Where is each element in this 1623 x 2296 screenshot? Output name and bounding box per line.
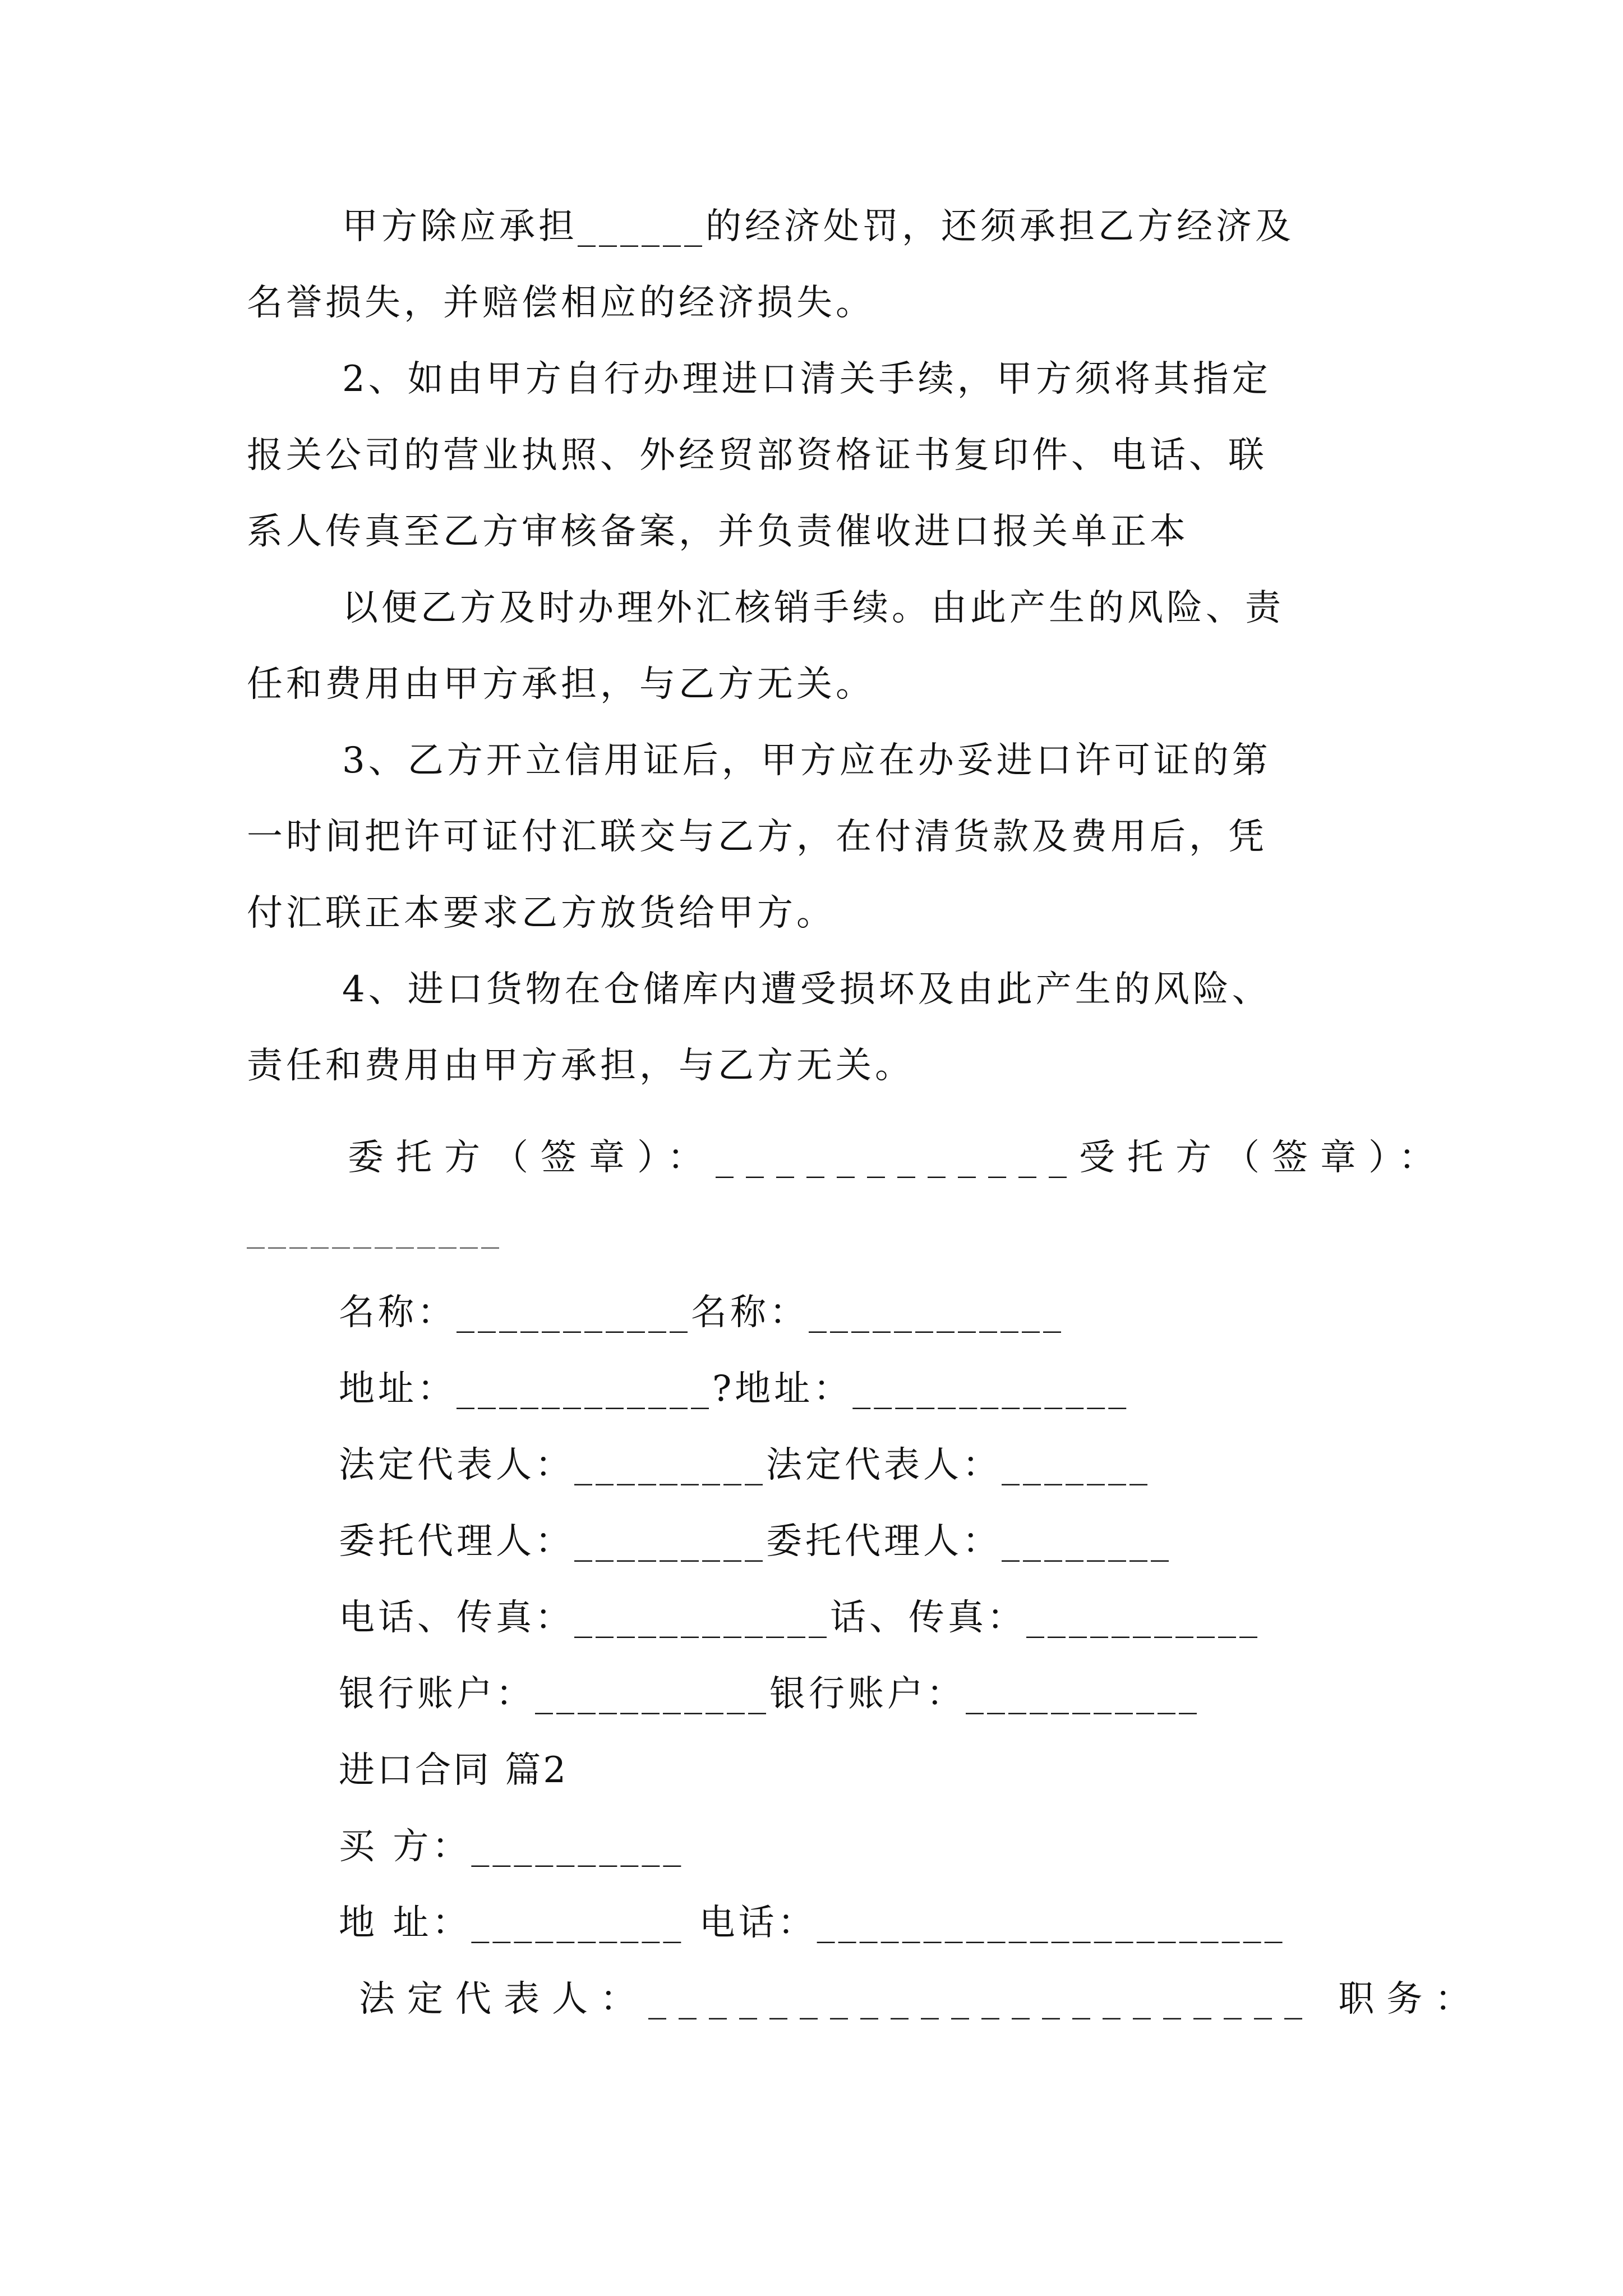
paragraph-3-line-3: 付汇联正本要求乙方放货给甲方。	[247, 892, 836, 934]
paragraph-2-line-1: 2、如由甲方自行办理进口清关手续，甲方须将其指定	[342, 358, 1271, 400]
paragraph-1-line-2: 名誉损失，并赔偿相应的经济损失。	[247, 282, 875, 324]
paragraph-1-line-1: 甲方除应承担______的经济处罚，还须承担乙方经济及	[342, 206, 1294, 247]
signature-line: 委托方（签章）：____________受托方（签章）：	[348, 1137, 1447, 1179]
signature-blank: ____________	[247, 1208, 502, 1249]
bank-account-field: 银行账户：___________银行账户：___________	[339, 1673, 1200, 1715]
paragraph-2-line-2: 报关公司的营业执照、外经贸部资格证书复印件、电话、联	[247, 435, 1267, 476]
paragraph-3-line-2: 一时间把许可证付汇联交与乙方，在付清货款及费用后，凭	[247, 816, 1267, 858]
paragraph-2b-line-1: 以便乙方及时办理外汇核销手续。由此产生的风险、责	[342, 587, 1284, 629]
address-field: 地址：____________?地址：_____________	[339, 1368, 1130, 1410]
legal-representative-field: 法定代表人：_________法定代表人：_______	[339, 1444, 1151, 1486]
contract-2-heading: 进口合同 篇2	[339, 1750, 569, 1791]
paragraph-2-line-3: 系人传真至乙方审核备案，并负责催收进口报关单正本	[247, 511, 1189, 553]
buyer-address-phone-field: 地 址：__________ 电话：______________________	[339, 1902, 1286, 1944]
buyer-field: 买 方：__________	[339, 1826, 685, 1867]
paragraph-4-line-1: 4、进口货物在仓储库内遭受损坏及由此产生的风险、	[342, 969, 1271, 1010]
paragraph-4-line-2: 责任和费用由甲方承担，与乙方无关。	[247, 1045, 914, 1087]
paragraph-3-line-1: 3、乙方开立信用证后，甲方应在办妥进口许可证的第	[342, 740, 1271, 781]
buyer-legal-rep-title-field: 法定代表人：______________________ 职务：	[359, 1978, 1483, 2020]
paragraph-2b-line-2: 任和费用由甲方承担，与乙方无关。	[247, 664, 875, 705]
phone-fax-field: 电话、传真：____________话、传真：___________	[339, 1597, 1261, 1639]
agent-field: 委托代理人：_________委托代理人：________	[339, 1521, 1172, 1562]
name-field: 名称：___________名称：____________	[339, 1292, 1064, 1333]
